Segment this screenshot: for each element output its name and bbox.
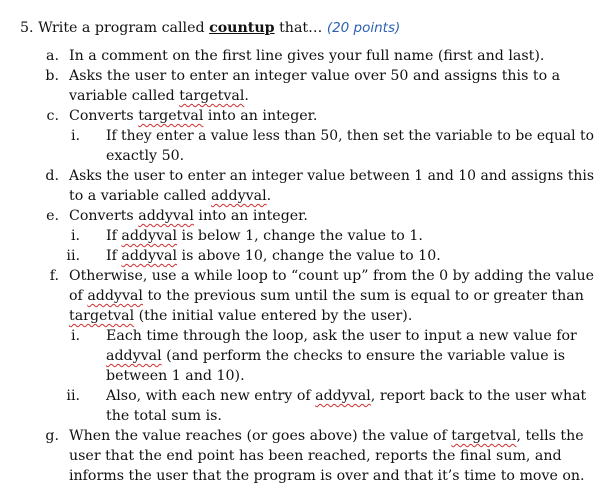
item-b-text-line2 [69,87,249,107]
item-b-label: b. [45,68,59,84]
item-c-label: c. [46,108,59,124]
variable-addyval: addyval [121,228,178,244]
item-d-text-a: to a variable called [69,188,211,204]
variable-targetval: targetval [451,428,517,444]
item-f-text-c: (the initial value entered by the user). [134,308,413,324]
item-f-ii-text-a: Also, with each new entry of [106,388,316,404]
item-f-i-text-line2 [106,347,565,367]
item-g-text-line2: user that the end point has been reached, reports the final sum, and [69,448,562,464]
variable-addyval: addyval [210,188,267,204]
item-e-ii-label: ii. [66,248,80,264]
item-b-period: . [244,88,249,104]
item-f-i-label: i. [70,328,80,344]
points-label: (20 points) [326,20,401,36]
heading-suffix: that… [274,20,323,36]
item-e-ii-text [106,247,441,267]
item-e-label: e. [46,208,59,224]
item-e-i-label: i. [70,228,80,244]
item-f-ii-text-line1 [106,387,586,407]
question-number: 5. [20,20,34,36]
item-c-i-text-line1: If they enter a value less than 50, then set the variable to be equal to [106,128,594,144]
variable-targetval: targetval [138,108,204,124]
item-g-text-a: When the value reaches (or goes above) the value of [69,428,452,444]
item-f-i-text-line1: Each time through the loop, ask the user to input a new value for [106,328,577,344]
item-b-text-line1: Asks the user to enter an integer value over 50 and assigns this to a [69,68,561,84]
variable-addyval: addyval [121,248,178,264]
variable-addyval: addyval [138,208,194,224]
item-f-i-text-line3: between 1 and 10). [106,368,245,384]
item-d-label: d. [45,168,59,184]
variable-addyval: addyval [106,348,162,364]
item-f-text-a: of [69,288,88,304]
item-e-i-text-a: If [106,228,122,244]
item-c-text-b: into an integer. [203,108,318,124]
program-name: countup [209,20,275,36]
variable-addyval: addyval [315,388,371,404]
variable-addyval: addyval [87,288,143,304]
item-e-text [69,207,308,227]
item-e-ii-text-b: is above 10, change the value to 10. [177,248,441,264]
item-b-text: variable called [69,88,180,104]
item-f-text-line3 [69,307,412,327]
item-e-i-text-b: is below 1, change the value to 1. [177,228,423,244]
item-c-text [69,107,317,127]
item-g-label: g. [45,428,59,444]
item-e-text-b: into an integer. [193,208,308,224]
item-c-i-label: i. [70,128,80,144]
item-g-text-b: , tells the [516,428,584,444]
variable-targetval: targetval [69,308,135,324]
item-c-text-a: Converts [69,108,139,124]
item-d-period: . [266,188,272,204]
item-a-label: a. [46,48,59,64]
heading-prefix: Write a program called [38,20,210,36]
item-g-text-line1 [69,427,584,447]
question-heading [20,19,400,39]
item-e-i-text [106,227,423,247]
item-f-ii-text-line2: the total sum is. [106,408,222,424]
item-f-ii-text-b: , report back to the user what [370,388,587,404]
item-a-text: In a comment on the first line gives your full name (first and last). [69,48,545,64]
item-f-i-text-b: (and perform the checks to ensure the variable value is [161,348,566,364]
item-d-text-line1: Asks the user to enter an integer value between 1 and 10 and assigns this [69,168,595,184]
item-f-text-line2 [69,287,584,307]
item-f-label: f. [49,268,59,284]
item-e-text-a: Converts [69,208,139,224]
item-c-i-text-line2: exactly 50. [106,148,185,164]
item-g-text-line3: informs the user that the program is over and that it’s time to move on. [69,468,585,484]
item-e-ii-text-a: If [106,248,122,264]
variable-targetval: targetval [179,88,245,104]
item-f-text-line1: Otherwise, use a while loop to “count up” from the 0 by adding the value [69,268,594,284]
item-f-text-b: to the previous sum until the sum is equal to or greater than [142,288,584,304]
item-d-text-line2 [69,187,271,207]
item-f-ii-label: ii. [66,388,80,404]
